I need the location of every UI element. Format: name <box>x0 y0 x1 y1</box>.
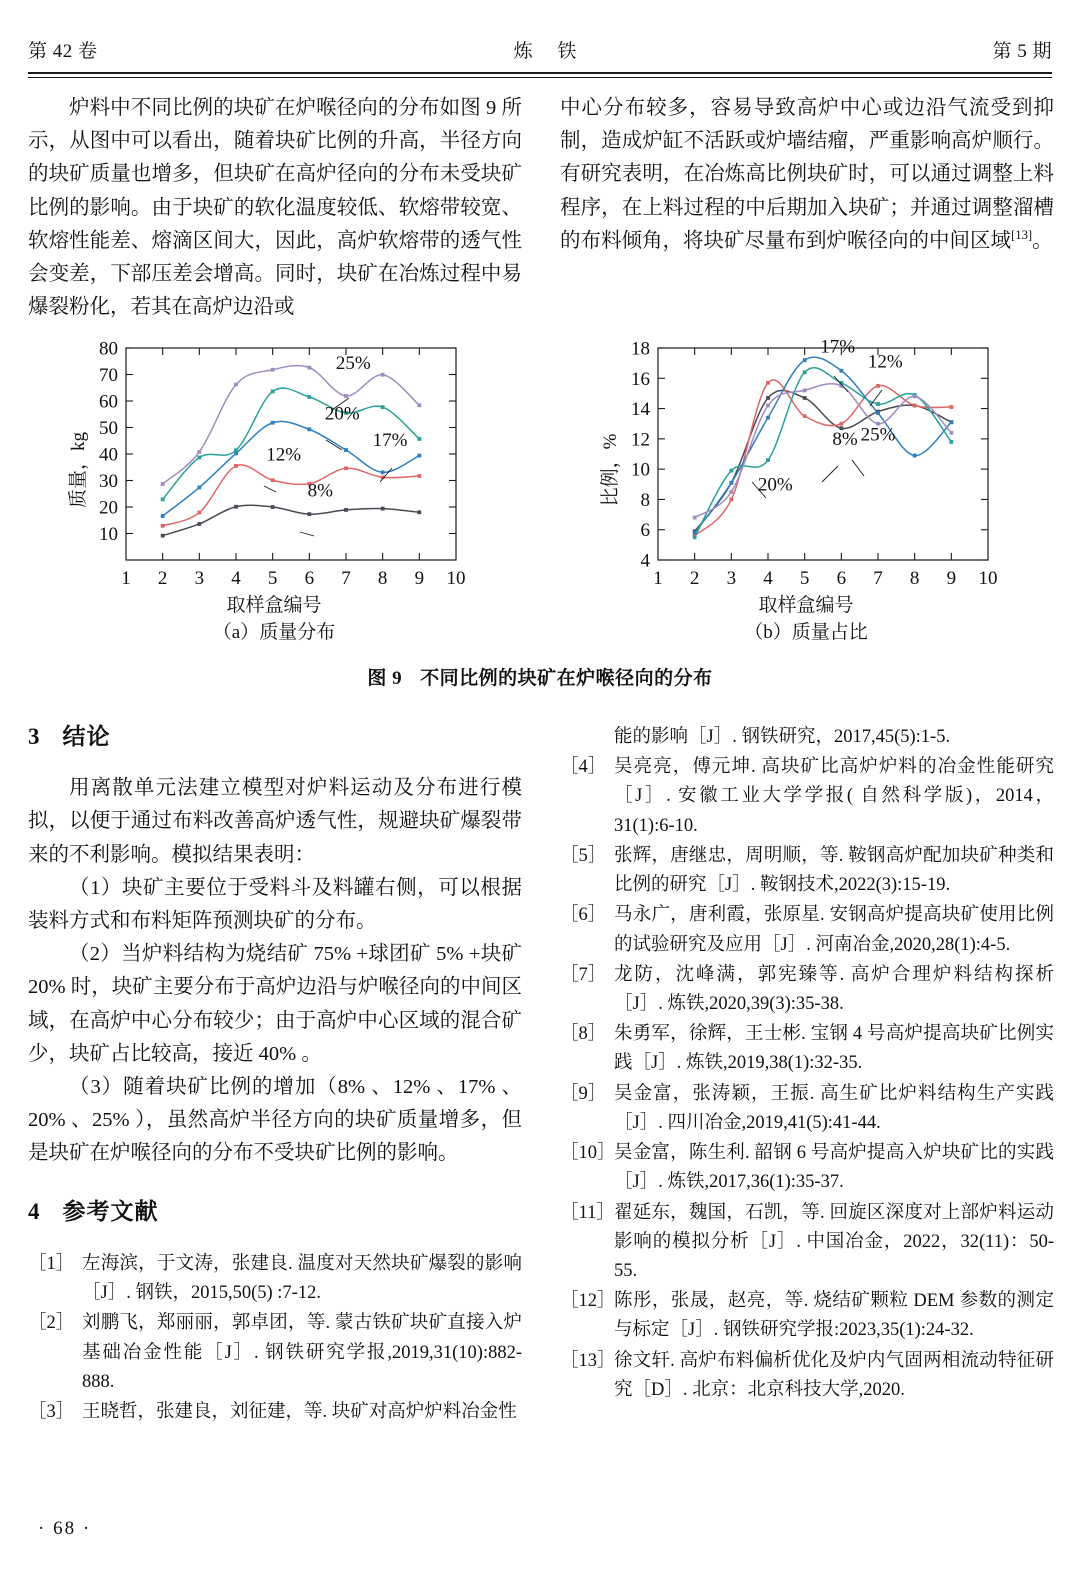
x-tick-label: 10 <box>978 568 998 589</box>
reference-number: ［10］ <box>560 1143 616 1164</box>
reference-item <box>560 753 1054 841</box>
reference-item <box>28 1250 522 1308</box>
series-annotation-12pct: 12% <box>867 351 903 373</box>
data-point <box>161 534 165 538</box>
annotation-leader-line <box>326 440 342 450</box>
data-point <box>949 420 953 424</box>
reference-number: ［13］ <box>560 1350 616 1371</box>
reference-item <box>560 961 1054 1019</box>
reference-section-right <box>560 722 1054 1405</box>
data-point <box>913 395 917 399</box>
chart-b-svg <box>596 340 1016 592</box>
x-tick-label: 8 <box>909 568 920 589</box>
annotation-leader-line <box>380 468 392 482</box>
data-point <box>766 416 770 420</box>
data-point <box>197 511 201 515</box>
chart-a-svg <box>64 340 484 592</box>
reference-number: ［5］ <box>560 845 607 866</box>
y-tick-label: 10 <box>99 524 118 545</box>
data-point <box>417 437 421 441</box>
reference-text: 徐文轩. 高炉布料偏析优化及炉内气固两相流动特征研究［D］. 北京：北京科技大学,2020. <box>614 1350 1054 1400</box>
reference-list-left <box>28 1250 522 1427</box>
y-tick-label: 18 <box>631 340 650 360</box>
series-annotation-20pct: 20% <box>324 403 360 425</box>
data-point <box>766 404 770 408</box>
data-point <box>197 456 201 460</box>
running-head <box>28 36 1052 70</box>
data-point <box>766 458 770 462</box>
y-tick-label: 60 <box>99 391 118 413</box>
reference-number: ［9］ <box>560 1083 607 1104</box>
y-tick-label: 4 <box>640 550 650 572</box>
reference-number: ［3］ <box>28 1402 75 1423</box>
x-tick-label: 2 <box>157 568 168 589</box>
data-point <box>949 405 953 409</box>
series-line-17pct <box>695 357 952 533</box>
data-point <box>839 422 843 426</box>
reference-item <box>560 901 1054 959</box>
right-paragraph-1 <box>560 92 1054 258</box>
data-point <box>307 512 311 516</box>
data-point <box>161 514 165 518</box>
series-annotation-17pct: 17% <box>372 430 408 452</box>
reference-text: 吴亮亮，傅元坤. 高块矿比高炉炉料的冶金性能研究［J］. 安徽工业大学学报( 自然科学版)，2014，31(1):6-10. <box>614 757 1054 836</box>
reference-text: 朱勇军，徐辉，王士彬. 宝钢 4 号高炉提高块矿比例实践［J］. 炼铁,2019,38(1):32-35. <box>614 1024 1054 1074</box>
right-paragraph-1-text: 中心分布较多，容易导致高炉中心或边沿气流受到抑制，造成炉缸不活跃或炉墙结瘤，严重影响高炉顺行。有研究表明，在冶炼高比例块矿时，可以通过调整上料程序，在上料过程的中后期加入块矿；并通过调整溜槽的布料倾角，将块矿尽量布到炉喉径向的中间区域 <box>560 97 1054 252</box>
reference-item <box>560 1080 1054 1138</box>
reference-text: 刘鹏飞，郑丽丽，郭卓团，等. 蒙古铁矿块矿直接入炉基础冶金性能［J］. 钢铁研究学报,2019,31(10):882-888. <box>82 1313 522 1392</box>
data-point <box>949 440 953 444</box>
reference-item <box>560 842 1054 900</box>
x-tick-label: 6 <box>304 568 315 589</box>
left-column-top <box>28 92 522 332</box>
reference-item <box>560 1139 1054 1197</box>
data-point <box>803 358 807 362</box>
x-tick-label: 2 <box>689 568 700 589</box>
data-point <box>839 369 843 373</box>
data-point <box>729 469 733 473</box>
reference-item <box>560 1287 1054 1345</box>
series-line-8pct <box>695 390 952 531</box>
chart-a-mass-distribution <box>28 340 520 645</box>
figure-caption-label: 图 9 <box>367 668 403 690</box>
reference-number: ［2］ <box>28 1313 75 1334</box>
figure-9 <box>28 340 1052 690</box>
y-tick-label: 16 <box>631 368 650 390</box>
reference-item <box>560 723 1054 752</box>
reference-number: ［7］ <box>560 964 607 985</box>
data-point <box>344 508 348 512</box>
figure-caption-text: 不同比例的块矿在炉喉径向的分布 <box>420 668 713 690</box>
reference-text: 陈彤，张晟，赵亮，等. 烧结矿颗粒 DEM 参数的测定与标定［J］. 钢铁研究学报:2023,35(1):24-32. <box>614 1291 1054 1341</box>
y-tick-label: 40 <box>99 444 118 466</box>
data-point <box>271 368 275 372</box>
y-tick-label: 8 <box>640 489 650 511</box>
data-point <box>271 390 275 394</box>
data-point <box>417 454 421 458</box>
x-tick-label: 7 <box>873 568 883 589</box>
chart-b-x-axis-title: 取样盒编号 <box>758 595 854 616</box>
reference-item <box>560 1020 1054 1078</box>
references-heading <box>28 1193 522 1231</box>
references-heading-number: 4 <box>28 1198 41 1224</box>
header-issue: 第 5 期 <box>992 41 1052 62</box>
data-point <box>234 505 238 509</box>
conclusion-section <box>28 718 522 1427</box>
y-tick-label: 50 <box>99 418 118 439</box>
data-point <box>344 466 348 470</box>
y-tick-label: 10 <box>631 459 650 481</box>
conclusion-item-1: （1）块矿主要位于受料斗及料罐右侧，可以根据装料方式和布料矩阵预测块矿的分布。 <box>28 876 522 933</box>
data-point <box>876 402 880 406</box>
data-point <box>307 395 311 399</box>
x-tick-label: 10 <box>446 568 466 589</box>
data-point <box>161 524 165 528</box>
reference-list-right <box>560 723 1054 1405</box>
data-point <box>307 366 311 370</box>
x-tick-label: 9 <box>414 568 425 589</box>
data-point <box>197 522 201 526</box>
reference-number: ［4］ <box>560 757 607 778</box>
x-tick-label: 7 <box>341 568 351 589</box>
x-tick-label: 6 <box>836 568 847 589</box>
conclusion-item-2: （2）当炉料结构为烧结矿 75% +球团矿 5% +块矿 20% 时，块矿主要分布于高炉边沿与炉喉径向的中间区域，在高炉中心分布较少；由于高炉中心区域的混合矿少，块矿占比较高，接近 40% 。 <box>28 943 522 1065</box>
y-tick-label: 80 <box>99 340 118 360</box>
annotation-leader-line <box>264 486 276 492</box>
reference-item <box>28 1309 522 1397</box>
x-tick-label: 3 <box>726 568 737 589</box>
reference-text: 翟延东，魏国，石凯，等. 回旋区深度对上部炉料运动影响的模拟分析［J］. 中国冶金，2022，32(11)：50-55. <box>614 1202 1054 1281</box>
data-point <box>766 381 770 385</box>
reference-text: 王晓哲，张建良，刘征建，等. 块矿对高炉炉料冶金性 <box>82 1402 517 1423</box>
annotation-leader-line <box>852 460 864 476</box>
data-point <box>161 497 165 501</box>
data-point <box>271 478 275 482</box>
reference-text: 龙防，沈峰满，郭宪臻等. 高炉合理炉料结构探析［J］. 炼铁,2020,39(3):35-38. <box>614 964 1054 1014</box>
data-point <box>234 464 238 468</box>
reference-text: 吴金富，陈生利. 韶钢 6 号高炉提高入炉块矿比的实践［J］. 炼铁,2017,36(1):35-37. <box>614 1143 1054 1193</box>
figure-caption <box>28 663 1052 690</box>
data-point <box>803 414 807 418</box>
reference-text: 左海滨，于文涛，张建良. 温度对天然块矿爆裂的影响［J］. 钢铁，2015,50(5) :7-12. <box>82 1253 522 1304</box>
conclusion-item-3: （3）随着块矿比例的增加（8% 、12% 、17% 、20% 、25% ），虽然高炉半径方向的块矿质量增多，但是块矿在炉喉径向的分布不受块矿比例的影响。 <box>28 1076 522 1165</box>
data-point <box>381 507 385 511</box>
data-point <box>161 482 165 486</box>
data-point <box>381 405 385 409</box>
reference-item <box>560 1347 1054 1405</box>
chart-b-subcaption: （b）质量占比 <box>744 621 868 643</box>
data-point <box>344 448 348 452</box>
x-tick-label: 1 <box>121 568 131 589</box>
data-point <box>729 490 733 494</box>
x-tick-label: 4 <box>763 568 773 589</box>
header-divider <box>28 72 1052 74</box>
series-line-25pct <box>163 366 420 484</box>
chart-a-x-axis-title: 取样盒编号 <box>226 595 322 616</box>
reference-number: ［12］ <box>560 1291 616 1312</box>
conclusion-intro: 用离散单元法建立模型对炉料运动及分布进行模拟，以便于通过布料改善高炉透气性，规避块矿爆裂带来的不利影响。模拟结果表明： <box>28 777 522 866</box>
series-annotation-25pct: 25% <box>860 424 896 446</box>
conclusion-heading-number: 3 <box>28 724 41 749</box>
y-tick-label: 30 <box>99 471 118 492</box>
data-point <box>693 535 697 539</box>
data-point <box>271 421 275 425</box>
reference-marker-13: [13] <box>1011 227 1033 242</box>
x-tick-label: 5 <box>799 568 810 589</box>
data-point <box>344 394 348 398</box>
data-point <box>381 373 385 377</box>
data-point <box>271 505 275 509</box>
reference-text: 张辉，唐继忠，周明顺，等. 鞍钢高炉配加块矿种类和比例的研究［J］. 鞍钢技术,2022(3):15-19. <box>614 845 1054 896</box>
series-line-12pct <box>695 380 952 536</box>
references-heading-text: 参考文献 <box>62 1198 159 1225</box>
data-point <box>417 474 421 478</box>
conclusion-heading-text: 结论 <box>62 724 111 750</box>
data-point <box>197 485 201 489</box>
reference-text: 马永广，唐利霞，张原星. 安钢高炉提高块矿使用比例的试验研究及应用［J］. 河南冶金,2020,28(1):4-5. <box>614 905 1054 955</box>
data-point <box>803 370 807 374</box>
right-column-top <box>560 92 1054 332</box>
data-point <box>876 411 880 415</box>
data-point <box>417 403 421 407</box>
data-point <box>381 470 385 474</box>
chart-b-mass-ratio <box>560 340 1052 645</box>
y-tick-label: 14 <box>631 399 650 421</box>
series-annotation-25pct: 25% <box>335 353 371 375</box>
x-tick-label: 4 <box>231 568 241 589</box>
header-journal-title: 炼 铁 <box>513 41 587 62</box>
data-point <box>234 448 238 452</box>
data-point <box>803 389 807 393</box>
data-point <box>876 384 880 388</box>
reference-number: ［1］ <box>28 1253 75 1274</box>
left-paragraph-1: 炉料中不同比例的块矿在炉喉径向的分布如图 9 所示，从图中可以看出，随着块矿比例的升高，半径方向的块矿质量也增多，但块矿在高炉径向的分布未受块矿比例的影响。由于块矿的软化温度较低、软熔带较宽、软熔性能差、熔滴区间大，因此，高炉软熔带的透气性会变差，下部压差会增高。同时，块矿在冶炼过程中易爆裂粉化，若其在高炉边沿或 <box>28 97 522 319</box>
conclusion-heading <box>28 718 522 756</box>
reference-text: 吴金富，张涛颖，王振. 高生矿比炉料结构生产实践［J］. 四川冶金,2019,41(5):41-44. <box>614 1083 1054 1133</box>
reference-text: 能的影响［J］. 钢铁研究，2017,45(5):1-5. <box>614 727 951 747</box>
y-tick-label: 70 <box>99 365 118 386</box>
chart-a-y-axis-title: 质量，kg <box>68 431 89 509</box>
series-annotation-8pct: 8% <box>832 428 858 450</box>
chart-b-y-axis-title: 比例，% <box>600 433 621 507</box>
data-point <box>693 531 697 535</box>
data-point <box>913 404 917 408</box>
x-tick-label: 5 <box>267 568 278 589</box>
series-annotation-20pct: 20% <box>757 474 793 496</box>
data-point <box>766 396 770 400</box>
data-point <box>729 498 733 502</box>
reference-number: ［6］ <box>560 905 607 926</box>
y-tick-label: 12 <box>631 429 650 451</box>
reference-number: ［8］ <box>560 1024 607 1045</box>
x-tick-label: 1 <box>653 568 663 589</box>
reference-number: ［11］ <box>560 1202 615 1223</box>
y-tick-label: 20 <box>99 497 118 519</box>
data-point <box>197 450 201 454</box>
header-volume: 第 42 卷 <box>28 41 98 62</box>
annotation-leader-line <box>822 466 838 482</box>
data-point <box>417 510 421 514</box>
series-annotation-17pct: 17% <box>820 340 856 358</box>
annotation-leader-line <box>300 532 314 536</box>
reference-item <box>28 1398 522 1427</box>
series-annotation-12pct: 12% <box>266 444 302 466</box>
y-tick-label: 6 <box>640 520 650 542</box>
data-point <box>949 431 953 435</box>
data-point <box>803 396 807 400</box>
chart-a-subcaption: （a）质量分布 <box>212 621 336 643</box>
data-point <box>234 383 238 387</box>
data-point <box>729 481 733 485</box>
reference-item <box>560 1199 1054 1287</box>
x-tick-label: 8 <box>377 568 388 589</box>
right-paragraph-1-end: 。 <box>1032 229 1053 252</box>
series-annotation-8pct: 8% <box>307 480 333 502</box>
data-point <box>693 516 697 520</box>
x-tick-label: 9 <box>946 568 957 589</box>
page-number: · 68 · <box>38 1518 92 1539</box>
data-point <box>307 427 311 431</box>
data-point <box>913 454 917 458</box>
x-tick-label: 3 <box>194 568 205 589</box>
